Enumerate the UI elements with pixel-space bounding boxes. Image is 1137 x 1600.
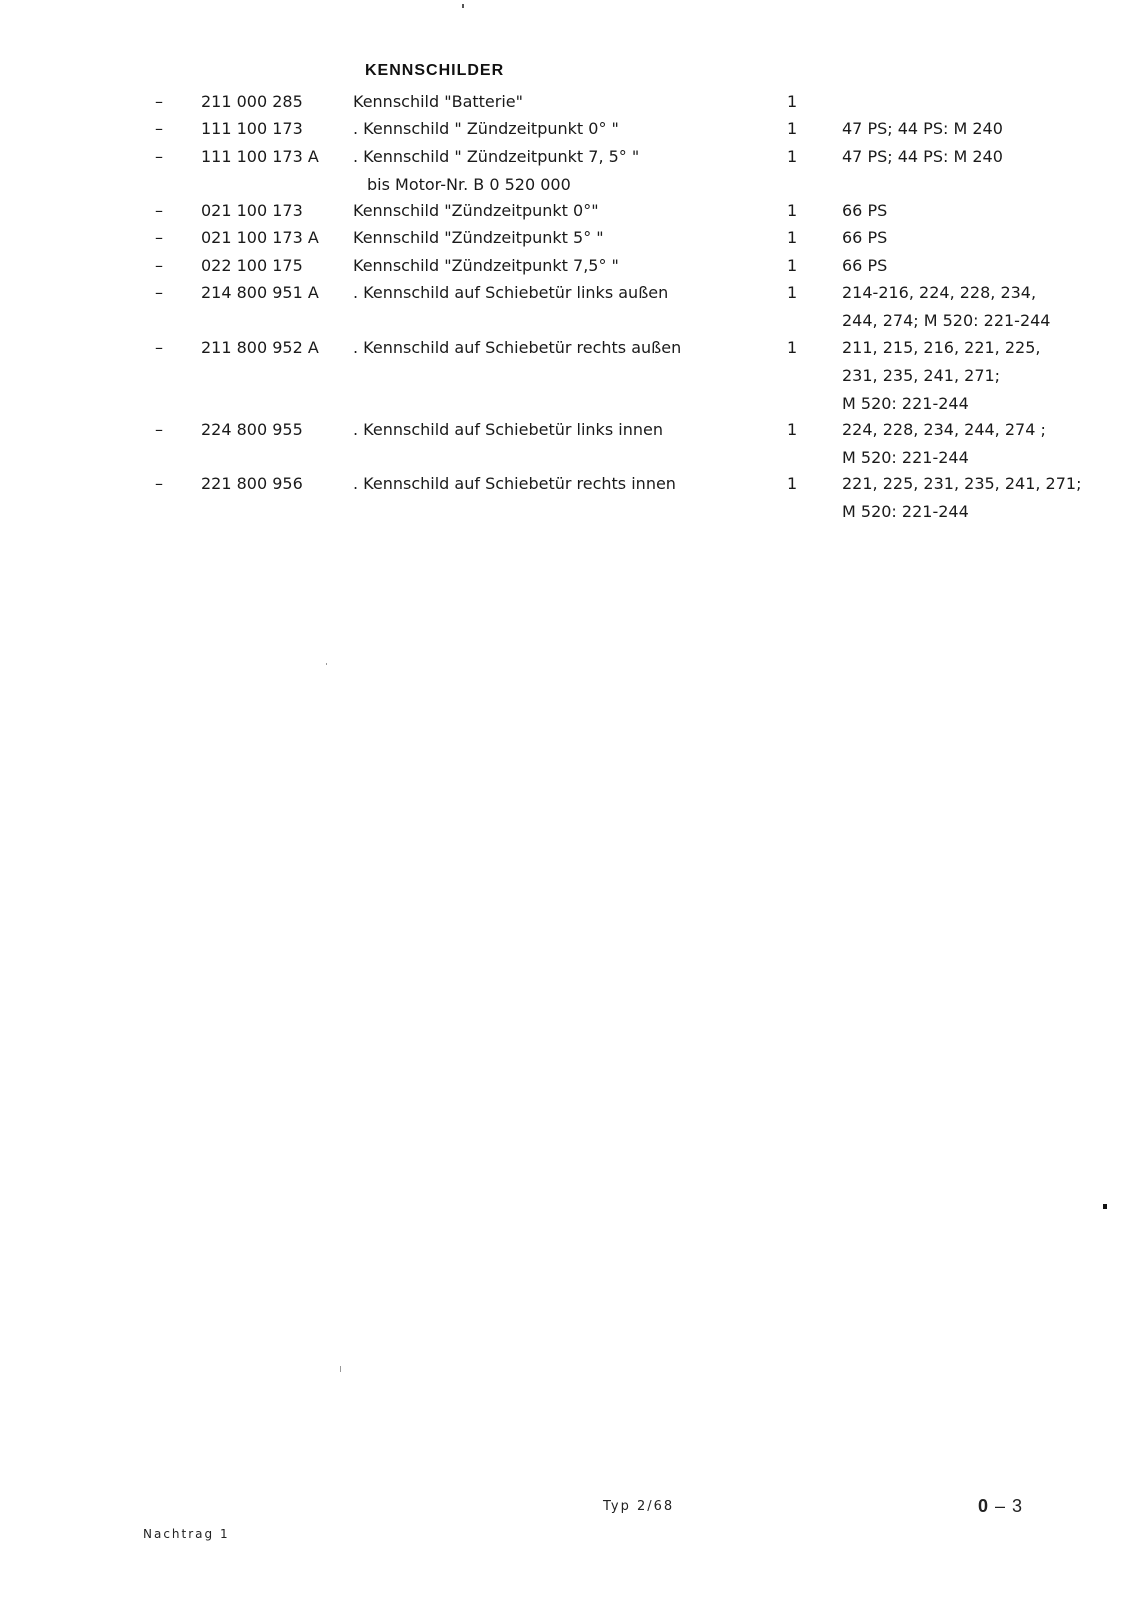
quantity: 1: [787, 119, 798, 139]
description: [353, 252, 619, 280]
description-line: . Kennschild " Zündzeitpunkt 7, 5° ": [353, 146, 640, 166]
quantity: 1: [787, 419, 798, 439]
scan-speck: [1103, 1204, 1107, 1209]
page-section: 0: [978, 1496, 990, 1516]
row-dash: –: [155, 474, 163, 494]
table-row: [0, 115, 1137, 142]
table-row: [0, 224, 1137, 251]
quantity: 1: [787, 146, 798, 166]
part-number: 224 800 955: [201, 419, 303, 439]
part-number: 211 800 952 A: [201, 337, 319, 357]
footer-type: Typ 2/68: [603, 1499, 675, 1514]
table-row: [0, 470, 1137, 525]
quantity: 1: [787, 474, 798, 494]
page-num: 3: [1012, 1496, 1024, 1516]
applicability: [842, 143, 1003, 171]
applicability-line: 221, 225, 231, 235, 241, 271;: [842, 474, 1082, 494]
description: [353, 88, 523, 116]
applicability: [842, 115, 1003, 143]
part-number: 021 100 173 A: [201, 228, 319, 248]
row-dash: –: [155, 337, 163, 357]
quantity: 1: [787, 283, 798, 303]
table-row: [0, 416, 1137, 471]
description: [353, 470, 676, 498]
description-line: . Kennschild auf Schiebetür links innen: [353, 419, 663, 439]
scan-speck: [462, 4, 464, 8]
row-dash: –: [155, 283, 163, 303]
applicability: [842, 197, 887, 225]
row-dash: –: [155, 119, 163, 139]
applicability-line: 224, 228, 234, 244, 274 ;: [842, 419, 1046, 439]
row-dash: –: [155, 92, 163, 111]
description: [353, 416, 663, 444]
applicability: [842, 470, 1081, 526]
applicability-line: M 520: 221-244: [842, 502, 969, 522]
part-number: 211 000 285: [201, 92, 303, 111]
description: [353, 197, 599, 225]
applicability-line: M 520: 221-244: [842, 447, 969, 467]
applicability: [842, 279, 1050, 335]
part-number: 111 100 173: [201, 119, 303, 139]
description: [353, 224, 604, 252]
part-number: 021 100 173: [201, 201, 303, 221]
description-line: Kennschild "Zündzeitpunkt 0°": [353, 201, 599, 221]
quantity: 1: [787, 228, 798, 248]
part-number: 221 800 956: [201, 474, 303, 494]
row-dash: –: [155, 201, 163, 221]
part-number: 111 100 173 A: [201, 146, 319, 166]
scan-speck: [340, 1366, 341, 1372]
description: [353, 334, 681, 362]
applicability: [842, 416, 1046, 472]
description: [353, 143, 639, 199]
description-line: bis Motor-Nr. B 0 520 000: [367, 174, 571, 194]
applicability: [842, 334, 1040, 418]
row-dash: –: [155, 419, 163, 439]
part-number: 022 100 175: [201, 255, 303, 275]
row-dash: –: [155, 255, 163, 275]
table-row: [0, 143, 1137, 198]
row-dash: –: [155, 146, 163, 166]
description: [353, 115, 619, 143]
table-row: [0, 197, 1137, 224]
footer-supplement: Nachtrag 1: [143, 1527, 230, 1541]
table-row: [0, 279, 1137, 334]
applicability-line: 47 PS; 44 PS: M 240: [842, 119, 1003, 139]
description-line: . Kennschild auf Schiebetür rechts innen: [353, 474, 676, 494]
applicability-line: 214-216, 224, 228, 234,: [842, 283, 1037, 303]
quantity: 1: [787, 337, 798, 357]
description-line: . Kennschild auf Schiebetür rechts außen: [353, 337, 682, 357]
description: [353, 279, 668, 307]
description-line: . Kennschild " Zündzeitpunkt 0° ": [353, 119, 619, 139]
applicability-line: 66 PS: [842, 228, 888, 248]
quantity: 1: [787, 92, 798, 111]
applicability-line: 66 PS: [842, 201, 888, 221]
table-row: [0, 88, 1137, 115]
description-line: Kennschild "Batterie": [353, 92, 523, 111]
applicability-line: 231, 235, 241, 271;: [842, 365, 1001, 385]
applicability-line: 244, 274; M 520: 221-244: [842, 311, 1051, 331]
applicability: [842, 224, 887, 252]
table-row: [0, 334, 1137, 416]
section-heading: KENNSCHILDER: [365, 62, 505, 79]
description-line: Kennschild "Zündzeitpunkt 7,5° ": [353, 255, 619, 275]
description-line: . Kennschild auf Schiebetür links außen: [353, 283, 669, 303]
description-line: Kennschild "Zündzeitpunkt 5° ": [353, 228, 604, 248]
applicability-line: 47 PS; 44 PS: M 240: [842, 146, 1003, 166]
row-dash: –: [155, 228, 163, 248]
applicability-line: 211, 215, 216, 221, 225,: [842, 337, 1041, 357]
quantity: 1: [787, 255, 798, 275]
part-number: 214 800 951 A: [201, 283, 319, 303]
page-separator: –: [989, 1496, 1013, 1516]
applicability: [842, 252, 887, 280]
applicability-line: 66 PS: [842, 255, 888, 275]
parts-list: [0, 88, 1137, 525]
page-number: [978, 1496, 1023, 1517]
applicability-line: M 520: 221-244: [842, 393, 969, 413]
scan-speck: [326, 663, 327, 665]
table-row: [0, 252, 1137, 279]
quantity: 1: [787, 201, 798, 221]
